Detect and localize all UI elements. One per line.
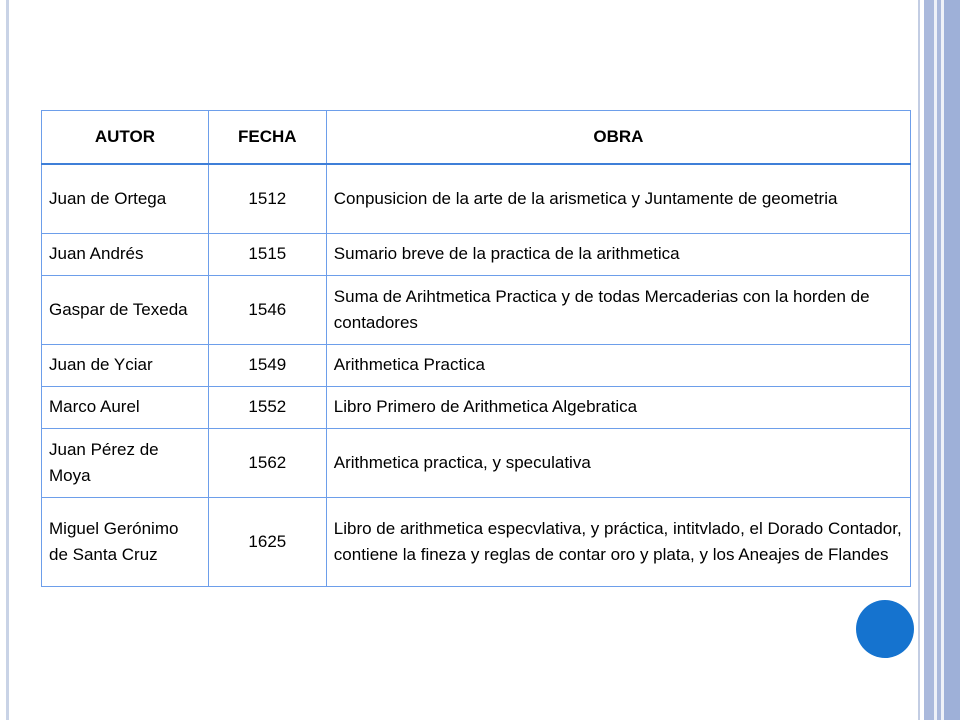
stripe [944, 0, 960, 720]
table-row [42, 498, 911, 587]
works-table [41, 110, 911, 587]
cell-fecha: 1552 [208, 387, 326, 429]
cell-obra: Sumario breve de la practica de la arithmetica [326, 234, 910, 276]
decorative-circle [856, 600, 914, 658]
cell-autor: Miguel Gerónimo de Santa Cruz [42, 498, 209, 587]
stripe [924, 0, 934, 720]
cell-fecha: 1562 [208, 429, 326, 498]
left-border-line [6, 0, 9, 720]
table-row [42, 164, 911, 234]
cell-fecha: 1515 [208, 234, 326, 276]
cell-obra: Libro Primero de Arithmetica Algebratica [326, 387, 910, 429]
cell-obra: Arithmetica practica, y speculativa [326, 429, 910, 498]
table-row [42, 429, 911, 498]
cell-autor: Marco Aurel [42, 387, 209, 429]
cell-fecha: 1512 [208, 164, 326, 234]
cell-obra: Arithmetica Practica [326, 345, 910, 387]
table-row [42, 276, 911, 345]
cell-autor: Juan Andrés [42, 234, 209, 276]
cell-obra: Libro de arithmetica especvlativa, y práctica, intitvlado, el Dorado Contador, contiene la fineza y reglas de contar oro y plata, y los Aneajes de Flandes [326, 498, 910, 587]
cell-autor: Juan Pérez de Moya [42, 429, 209, 498]
cell-obra: Conpusicion de la arte de la arismetica y Juntamente de geometria [326, 164, 910, 234]
stripe [918, 0, 920, 720]
cell-fecha: 1625 [208, 498, 326, 587]
cell-fecha: 1546 [208, 276, 326, 345]
table-row [42, 234, 911, 276]
table-row [42, 387, 911, 429]
cell-autor: Juan de Yciar [42, 345, 209, 387]
right-decorative-stripes [918, 0, 960, 720]
header-autor: AUTOR [42, 111, 209, 165]
table-row [42, 345, 911, 387]
header-obra: OBRA [326, 111, 910, 165]
cell-autor: Juan de Ortega [42, 164, 209, 234]
header-row [42, 111, 911, 165]
cell-fecha: 1549 [208, 345, 326, 387]
cell-obra: Suma de Arihtmetica Practica y de todas Mercaderias con la horden de contadores [326, 276, 910, 345]
header-fecha: FECHA [208, 111, 326, 165]
cell-autor: Gaspar de Texeda [42, 276, 209, 345]
